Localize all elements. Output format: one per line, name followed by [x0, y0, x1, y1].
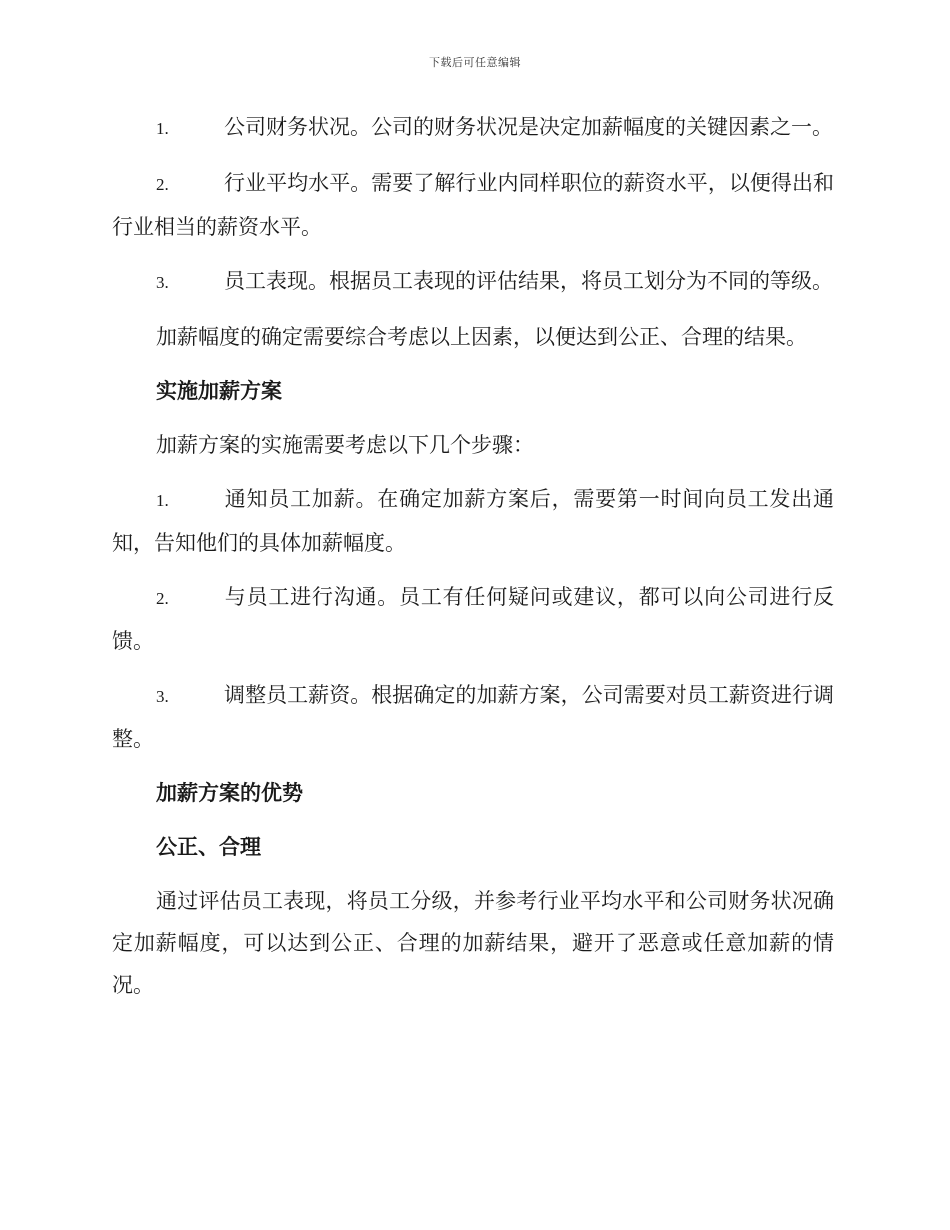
- list-number: 3.: [156, 687, 169, 706]
- list-text: 公司财务状况。公司的财务状况是决定加薪幅度的关键因素之一。: [224, 115, 833, 139]
- section-heading-advantages: 加薪方案的优势: [156, 780, 303, 805]
- fair-paragraph: 通过评估员工表现，将员工分级，并参考行业平均水平和公司财务状况确定加薪幅度，可以达到公正、合理的加薪结果，避开了恶意或任意加薪的情况。: [112, 889, 834, 997]
- list-text: 行业平均水平。需要了解行业内同样职位的薪资水平，以便得出和行业相当的薪资水平。: [112, 171, 834, 239]
- list-text: 与员工进行沟通。员工有任何疑问或建议，都可以向公司进行反馈。: [112, 585, 834, 653]
- section-heading-fair: 公正、合理: [156, 834, 261, 859]
- list-text: 调整员工薪资。根据确定的加薪方案，公司需要对员工薪资进行调整。: [112, 683, 834, 751]
- list-text: 通知员工加薪。在确定加薪方案后，需要第一时间向员工发出通知，告知他们的具体加薪幅度。: [112, 487, 834, 555]
- list-number: 1.: [156, 119, 169, 138]
- list-number: 3.: [156, 273, 169, 292]
- list-item: [112, 576, 834, 662]
- list-number: 2.: [156, 175, 169, 194]
- list-item: [112, 478, 834, 564]
- page-header: 下载后可任意编辑: [429, 56, 521, 69]
- factors-summary: 加薪幅度的确定需要综合考虑以上因素，以便达到公正、合理的结果。: [156, 325, 807, 349]
- list-item: [112, 260, 834, 304]
- document-body: [112, 106, 834, 1018]
- list-item: [112, 674, 834, 760]
- section-heading-implement: 实施加薪方案: [156, 378, 282, 403]
- list-text: 员工表现。根据员工表现的评估结果，将员工划分为不同的等级。: [224, 269, 833, 293]
- list-number: 2.: [156, 589, 169, 608]
- list-number: 1.: [156, 491, 169, 510]
- list-item: [112, 106, 834, 150]
- implement-intro: 加薪方案的实施需要考虑以下几个步骤：: [156, 433, 534, 457]
- list-item: [112, 162, 834, 248]
